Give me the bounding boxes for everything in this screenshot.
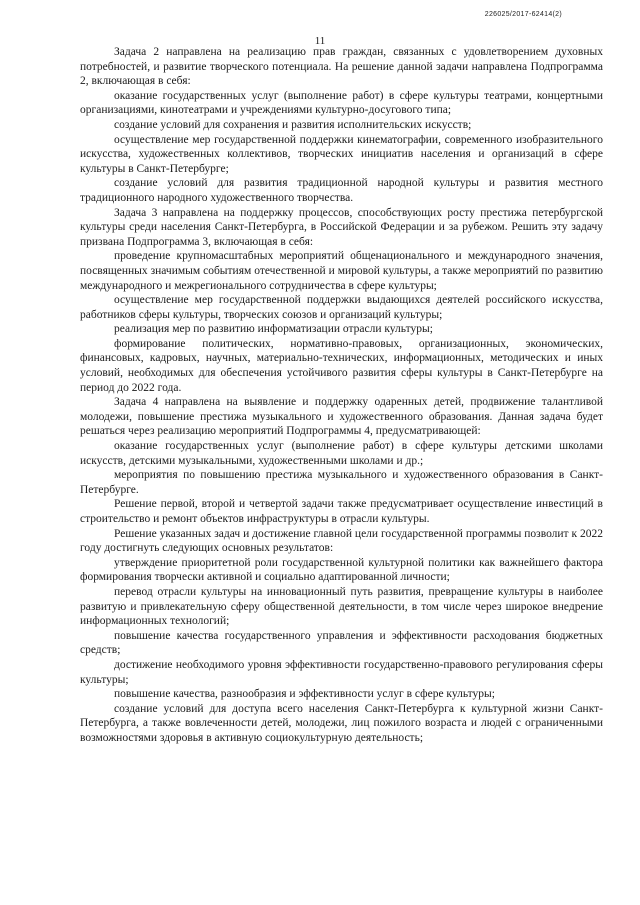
paragraph: реализация мер по развитию информатизации отрасли культуры; [114,323,433,336]
page-number: 11 [314,35,326,47]
paragraph: создание условий для сохранения и развития исполнительских искусств; [114,118,472,131]
paragraph: создание условий для доступа всего населения Санкт-Петербурга к культурной жизни Санкт-Петербурга, а также вовлеченности детей, молодежи, лиц пожилого возраста и людей с ограниченными возможностями здоровья в активную социокультурную деятельность; [80,702,603,744]
paragraph: формирование политических, нормативно-правовых, организационных, экономических, финансовых, кадровых, научных, материально-технических, информационных, методических и иных условий, необходимых для обеспечения устойчивого развития сферы культуры в Санкт-Петербурге на период до 2022 года. [80,337,603,394]
paragraph: утверждение приоритетной роли государственной культурной политики как важнейшего фактора формирования творчески активной и социально адаптированной личности; [80,556,603,584]
paragraph: Решение первой, второй и четвертой задачи также предусматривает осуществление инвестиций в строительство и ремонт объектов инфраструктуры в отрасли культуры. [80,498,603,525]
paragraph: Решение указанных задач и достижение главной цели государственной программы позволит к 2022 году достигнуть следующих основных результатов: [80,527,603,555]
paragraph: повышение качества государственного управления и эффективности расходования бюджетных средств; [80,629,603,657]
paragraph: оказание государственных услуг (выполнение работ) в сфере культуры детскими школами искусств, детскими музыкальными, художественными школами и др.; [80,440,603,467]
paragraph: мероприятия по повышению престижа музыкального и художественного образования в Санкт-Петербурге. [80,469,603,496]
document-id: 226025/2017-62414(2) [484,11,562,18]
paragraph: Задача 4 направлена на выявление и поддержку одаренных детей, продвижение талантливой молодежи, повышение престижа музыкального и художественного образования. Данная задача будет решаться через реализацию мероприятий Подпрограммы 4, предусматривающей: [80,396,603,438]
paragraph: Задача 2 направлена на реализацию прав граждан, связанных с удовлетворением духовных потребностей, и развитие творческого потенциала. На решение данной задачи направлена Подпрограмма 2, включающая в себя: [80,46,603,88]
paragraph: создание условий для развития традиционной народной культуры и развития местного традиционного народного художественного творчества. [80,177,603,204]
paragraph: перевод отрасли культуры на инновационный путь развития, превращение культуры в наиболее развитую и привлекательную сферу общественной деятельности, в том числе через широкое внедрение информационных технологий; [80,585,603,628]
document-body [80,45,603,746]
paragraph: достижение необходимого уровня эффективности государственно-правового регулирования сферы культуры; [80,658,603,686]
paragraph: Задача 3 направлена на поддержку процессов, способствующих росту престижа петербургской культуры среди населения Санкт-Петербурга, в Российской Федерации и за рубежом. Решить эту задачу призвана Подпрограмма 3, включающая в себя: [80,206,603,248]
paragraph: оказание государственных услуг (выполнение работ) в сфере культуры театрами, концертными организациями, кинотеатрами и учреждениями культурно-досугового типа; [80,89,603,117]
paragraph: осуществление мер государственной поддержки кинематографии, современного изобразительного искусства, художественных коллективов, творческих инициатив населения и организаций в сфере культуры в Санкт-Петербурге; [80,133,603,175]
paragraph: проведение крупномасштабных мероприятий общенационального и международного значения, посвященных значимым событиям отечественной и мировой культуры, а также мероприятий по развитию международного и межрегионального сотрудничества в сфере культуры; [80,250,603,292]
paragraph: осуществление мер государственной поддержки выдающихся деятелей российского искусства, работников сферы культуры, творческих союзов и организаций культуры; [80,294,603,321]
paragraph: повышение качества, разнообразия и эффективности услуг в сфере культуры; [114,688,495,701]
